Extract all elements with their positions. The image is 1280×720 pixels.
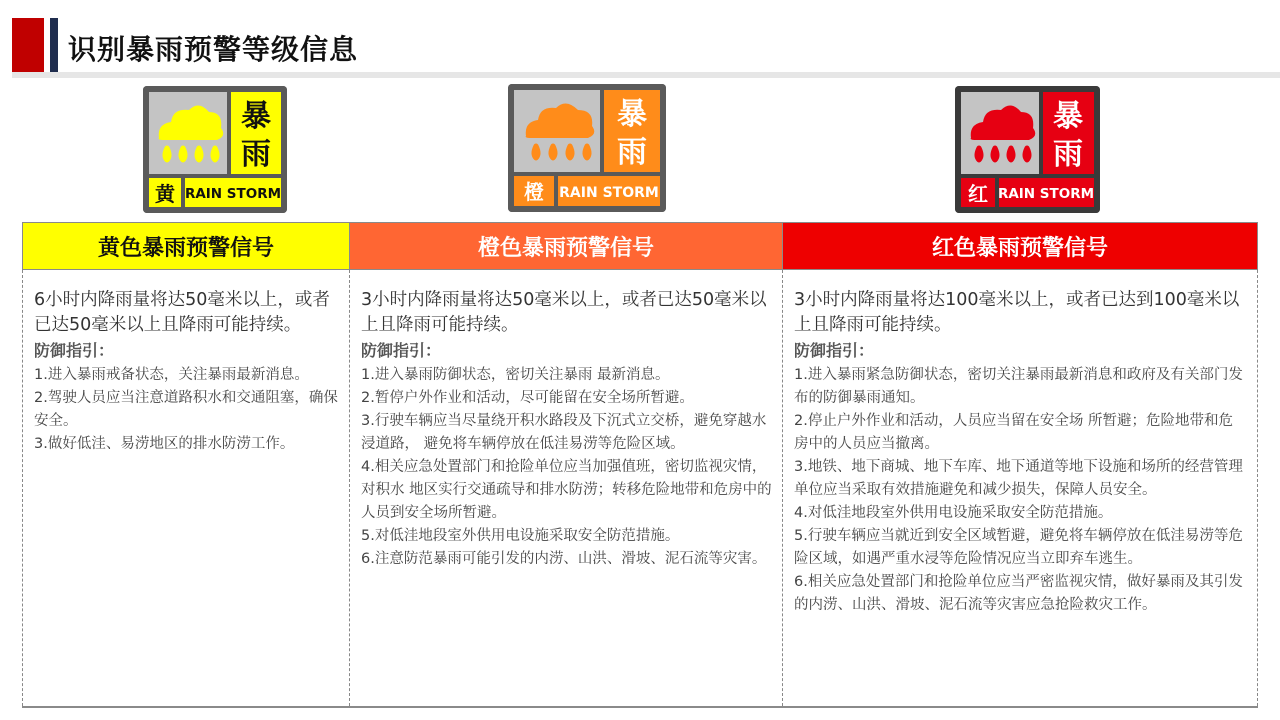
yellow-warning-cell [23, 270, 350, 708]
yellow-rainstorm-icon [143, 86, 287, 213]
page-title: 识别暴雨预警等级信息 [68, 33, 359, 66]
red-warning-cell [783, 270, 1258, 708]
guide-item: 2.暂停户外作业和活动，尽可能留在安全场所暂避。 [361, 390, 694, 406]
header-red-block [12, 18, 44, 72]
red-warning-header: 红色暴雨预警信号 [783, 223, 1258, 270]
guide-item: 5.对低洼地段室外供用电设施采取安全防范措施。 [361, 528, 680, 544]
guide-item: 6.注意防范暴雨可能引发的内涝、山洪、滑坡、泥石流等灾害。 [361, 551, 767, 567]
guide-item: 3.做好低洼、易涝地区的排水防涝工作。 [34, 436, 295, 452]
guide-item: 3.行驶车辆应当尽量绕开积水路段及下沉式立交桥，避免穿越水浸道路， 避免将车辆停放在低洼易涝等危险区域。 [361, 413, 767, 452]
icon-rainstorm-label: RAIN STORM [997, 186, 1095, 202]
guide-item: 2.驾驶人员应当注意道路积水和交通阻塞，确保安全。 [34, 390, 338, 429]
icon-level-char: 红 [968, 182, 988, 206]
orange-warning-cell [350, 270, 783, 708]
icon-rainstorm-label: RAIN STORM [184, 186, 282, 202]
guide-item: 2.停止户外作业和活动，人员应当留在安全场 所暂避；危险地带和危房中的人员应当撤离。 [794, 413, 1233, 452]
guide-item: 1.进入暴雨戒备状态，关注暴雨最新消息。 [34, 367, 309, 383]
icon-char-2: 雨 [1053, 137, 1083, 172]
icon-char-2: 雨 [241, 137, 271, 172]
icon-level-char: 黄 [155, 182, 175, 206]
guide-item: 1.进入暴雨紧急防御状态，密切关注暴雨最新消息和政府及有关部门发布的防御暴雨通知。 [794, 367, 1243, 406]
orange-warning-header: 橙色暴雨预警信号 [350, 223, 783, 270]
guide-item: 1.进入暴雨防御状态，密切关注暴雨 最新消息。 [361, 367, 670, 383]
guide-item: 3.地铁、地下商城、地下车库、地下通道等地下设施和场所的经营管理单位应当采取有效措施避免和减少损失，保障人员安全。 [794, 459, 1243, 498]
guide-item: 4.相关应急处置部门和抢险单位应当加强值班，密切监视灾情，对积水 地区实行交通疏导和排水防涝；转移危险地带和危房中的人员到安全场所暂避。 [361, 459, 772, 521]
guide-heading: 防御指引： [34, 341, 115, 360]
icon-char-1: 暴 [241, 99, 271, 134]
guide-item: 6.相关应急处置部门和抢险单位应当严密监视灾情，做好暴雨及其引发的内涝、山洪、滑坡、泥石流等灾害应急抢险救灾工作。 [794, 574, 1243, 613]
icon-char-2: 雨 [617, 135, 647, 170]
warning-table [22, 222, 1258, 708]
orange-rainstorm-icon [508, 84, 666, 212]
red-rainstorm-icon [955, 86, 1100, 213]
guide-heading: 防御指引： [794, 341, 875, 360]
guide-heading: 防御指引： [361, 341, 442, 360]
warning-description: 6小时内降雨量将达50毫米以上，或者已达50毫米以上且降雨可能持续。 [34, 290, 330, 335]
icon-char-1: 暴 [1053, 99, 1083, 134]
icon-level-char: 橙 [524, 180, 544, 204]
yellow-warning-header: 黄色暴雨预警信号 [23, 223, 350, 270]
icon-rainstorm-label: RAIN STORM [559, 185, 659, 201]
warning-description: 3小时内降雨量将达50毫米以上，或者已达50毫米以上且降雨可能持续。 [361, 290, 767, 335]
header-divider [12, 72, 1280, 78]
header-navy-bar [50, 18, 58, 72]
warning-description: 3小时内降雨量将达100毫米以上，或者已达到100毫米以上且降雨可能持续。 [794, 290, 1240, 335]
guide-item: 5.行驶车辆应当就近到安全区域暂避，避免将车辆停放在低洼易涝等危险区域，如遇严重水浸等危险情况应当立即弃车逃生。 [794, 528, 1243, 567]
icon-char-1: 暴 [617, 97, 647, 132]
guide-item: 4.对低洼地段室外供用电设施采取安全防范措施。 [794, 505, 1113, 521]
